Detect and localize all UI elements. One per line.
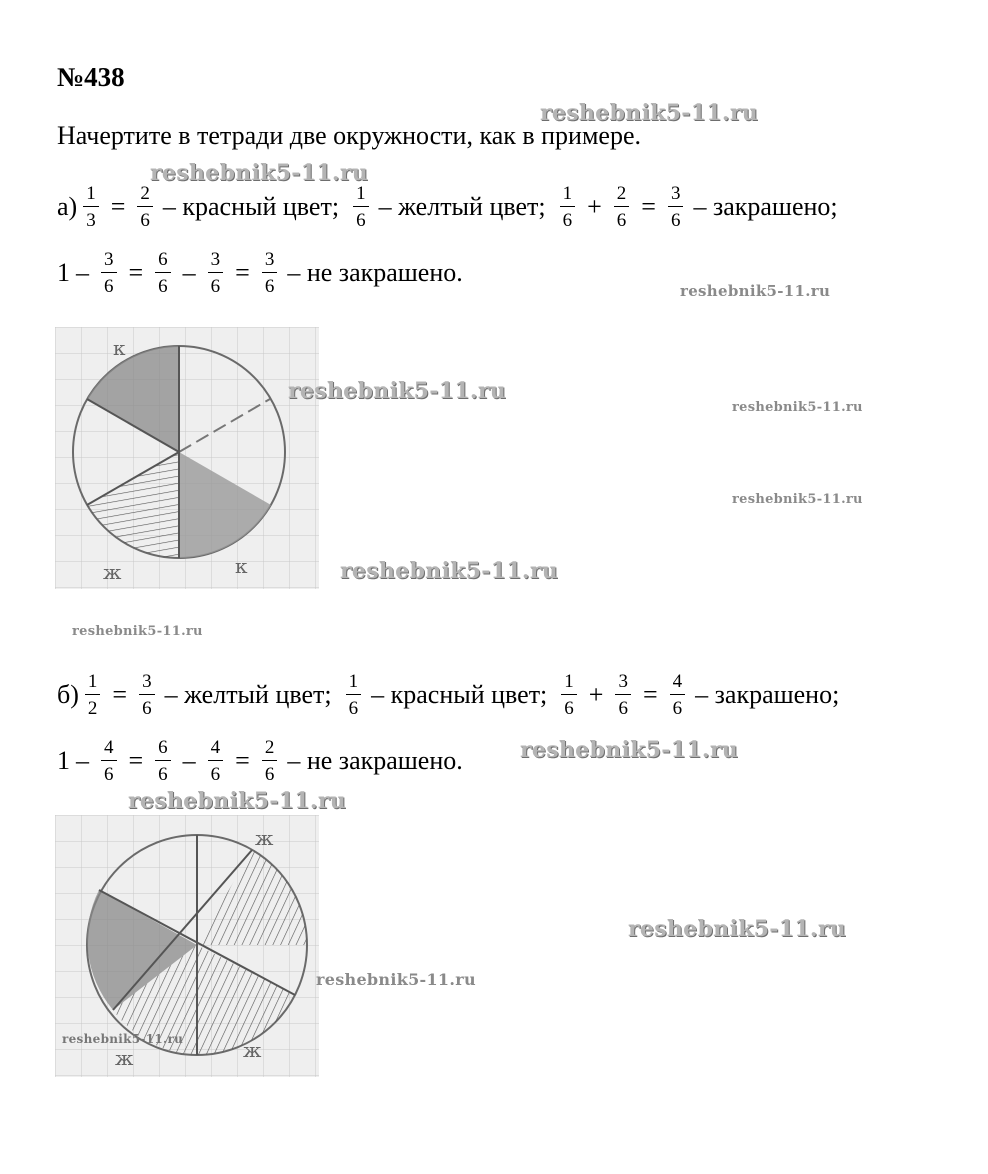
watermark: reshebnik5-11.ru xyxy=(520,737,739,763)
fraction: $\frac{1}{6}$ xyxy=(560,184,576,230)
fraction: $\frac{3}{6}$ xyxy=(615,672,631,718)
color-text: – желтый цвет; xyxy=(378,192,546,221)
equals-sign: = xyxy=(642,680,658,709)
equals-sign: = xyxy=(110,192,126,221)
watermark: reshebnik5-11.ru xyxy=(62,1032,184,1046)
circle-sketch-a xyxy=(55,327,319,589)
minus-sign: – xyxy=(182,746,196,775)
plus-sign: + xyxy=(587,192,602,221)
fraction: $\frac{6}{6}$ xyxy=(155,738,171,784)
mark-red: к xyxy=(113,336,126,360)
mark-yellow: ж xyxy=(243,1038,262,1062)
fraction: $\frac{1}{3}$ xyxy=(83,184,99,230)
watermark: reshebnik5-11.ru xyxy=(732,400,863,415)
fraction: $\frac{2}{6}$ xyxy=(137,184,153,230)
one: 1 xyxy=(57,258,70,287)
mark-yellow: ж xyxy=(103,560,122,584)
color-text: – красный цвет; xyxy=(162,192,340,221)
part-b-line1 xyxy=(57,660,839,730)
equals-sign: = xyxy=(128,746,144,775)
plus-sign: + xyxy=(588,680,604,709)
one: 1 xyxy=(57,746,70,775)
minus-sign: – xyxy=(76,746,89,775)
minus-sign: – xyxy=(182,258,196,287)
watermark: reshebnik5-11.ru xyxy=(540,100,759,126)
watermark: reshebnik5-11.ru xyxy=(340,558,559,584)
watermark: reshebnik5-11.ru xyxy=(150,160,369,186)
fraction: $\frac{1}{2}$ xyxy=(85,672,101,718)
equals-sign: = xyxy=(235,258,250,287)
mark-yellow: ж xyxy=(115,1046,134,1070)
fraction: $\frac{4}{6}$ xyxy=(670,672,686,718)
minus-sign: – xyxy=(76,258,89,287)
part-a-line2 xyxy=(57,238,463,308)
fraction: $\frac{3}{6}$ xyxy=(139,672,155,718)
fraction: $\frac{3}{6}$ xyxy=(668,184,684,230)
watermark: reshebnik5-11.ru xyxy=(316,970,476,989)
fraction: $\frac{1}{6}$ xyxy=(561,672,577,718)
result-text: – закрашено; xyxy=(693,192,838,221)
fraction: $\frac{4}{6}$ xyxy=(208,738,224,784)
color-text: – желтый цвет; xyxy=(164,680,332,709)
part-b-line2 xyxy=(57,726,463,796)
result-text: – не закрашено. xyxy=(287,746,463,775)
part-a-label: а) xyxy=(57,192,78,221)
part-b-label: б) xyxy=(57,680,79,709)
fraction: $\frac{6}{6}$ xyxy=(155,250,171,296)
watermark: reshebnik5-11.ru xyxy=(72,624,203,639)
watermark: reshebnik5-11.ru xyxy=(732,492,863,507)
fraction: $\frac{2}{6}$ xyxy=(262,738,278,784)
fraction: $\frac{3}{6}$ xyxy=(208,250,224,296)
fraction: $\frac{1}{6}$ xyxy=(353,184,369,230)
result-text: – не закрашено. xyxy=(287,258,463,287)
equals-sign: = xyxy=(641,192,656,221)
color-text: – красный цвет; xyxy=(371,680,548,709)
problem-number: №438 xyxy=(57,62,125,92)
mark-red: к xyxy=(235,554,248,578)
mark-yellow: ж xyxy=(255,826,274,850)
watermark: reshebnik5-11.ru xyxy=(128,788,347,814)
fraction: $\frac{4}{6}$ xyxy=(101,738,117,784)
fraction: $\frac{3}{6}$ xyxy=(101,250,117,296)
fraction: $\frac{1}{6}$ xyxy=(346,672,362,718)
result-text: – закрашено; xyxy=(695,680,840,709)
watermark: reshebnik5-11.ru xyxy=(288,378,507,404)
watermark: reshebnik5-11.ru xyxy=(628,916,847,942)
equals-sign: = xyxy=(112,680,128,709)
watermark: reshebnik5-11.ru xyxy=(680,282,831,300)
fraction: $\frac{2}{6}$ xyxy=(614,184,630,230)
circle-drawing-a xyxy=(55,327,319,589)
fraction: $\frac{3}{6}$ xyxy=(262,250,278,296)
equals-sign: = xyxy=(235,746,250,775)
equals-sign: = xyxy=(128,258,144,287)
task-text: Начертите в тетради две окружности, как в примере. xyxy=(57,121,641,150)
